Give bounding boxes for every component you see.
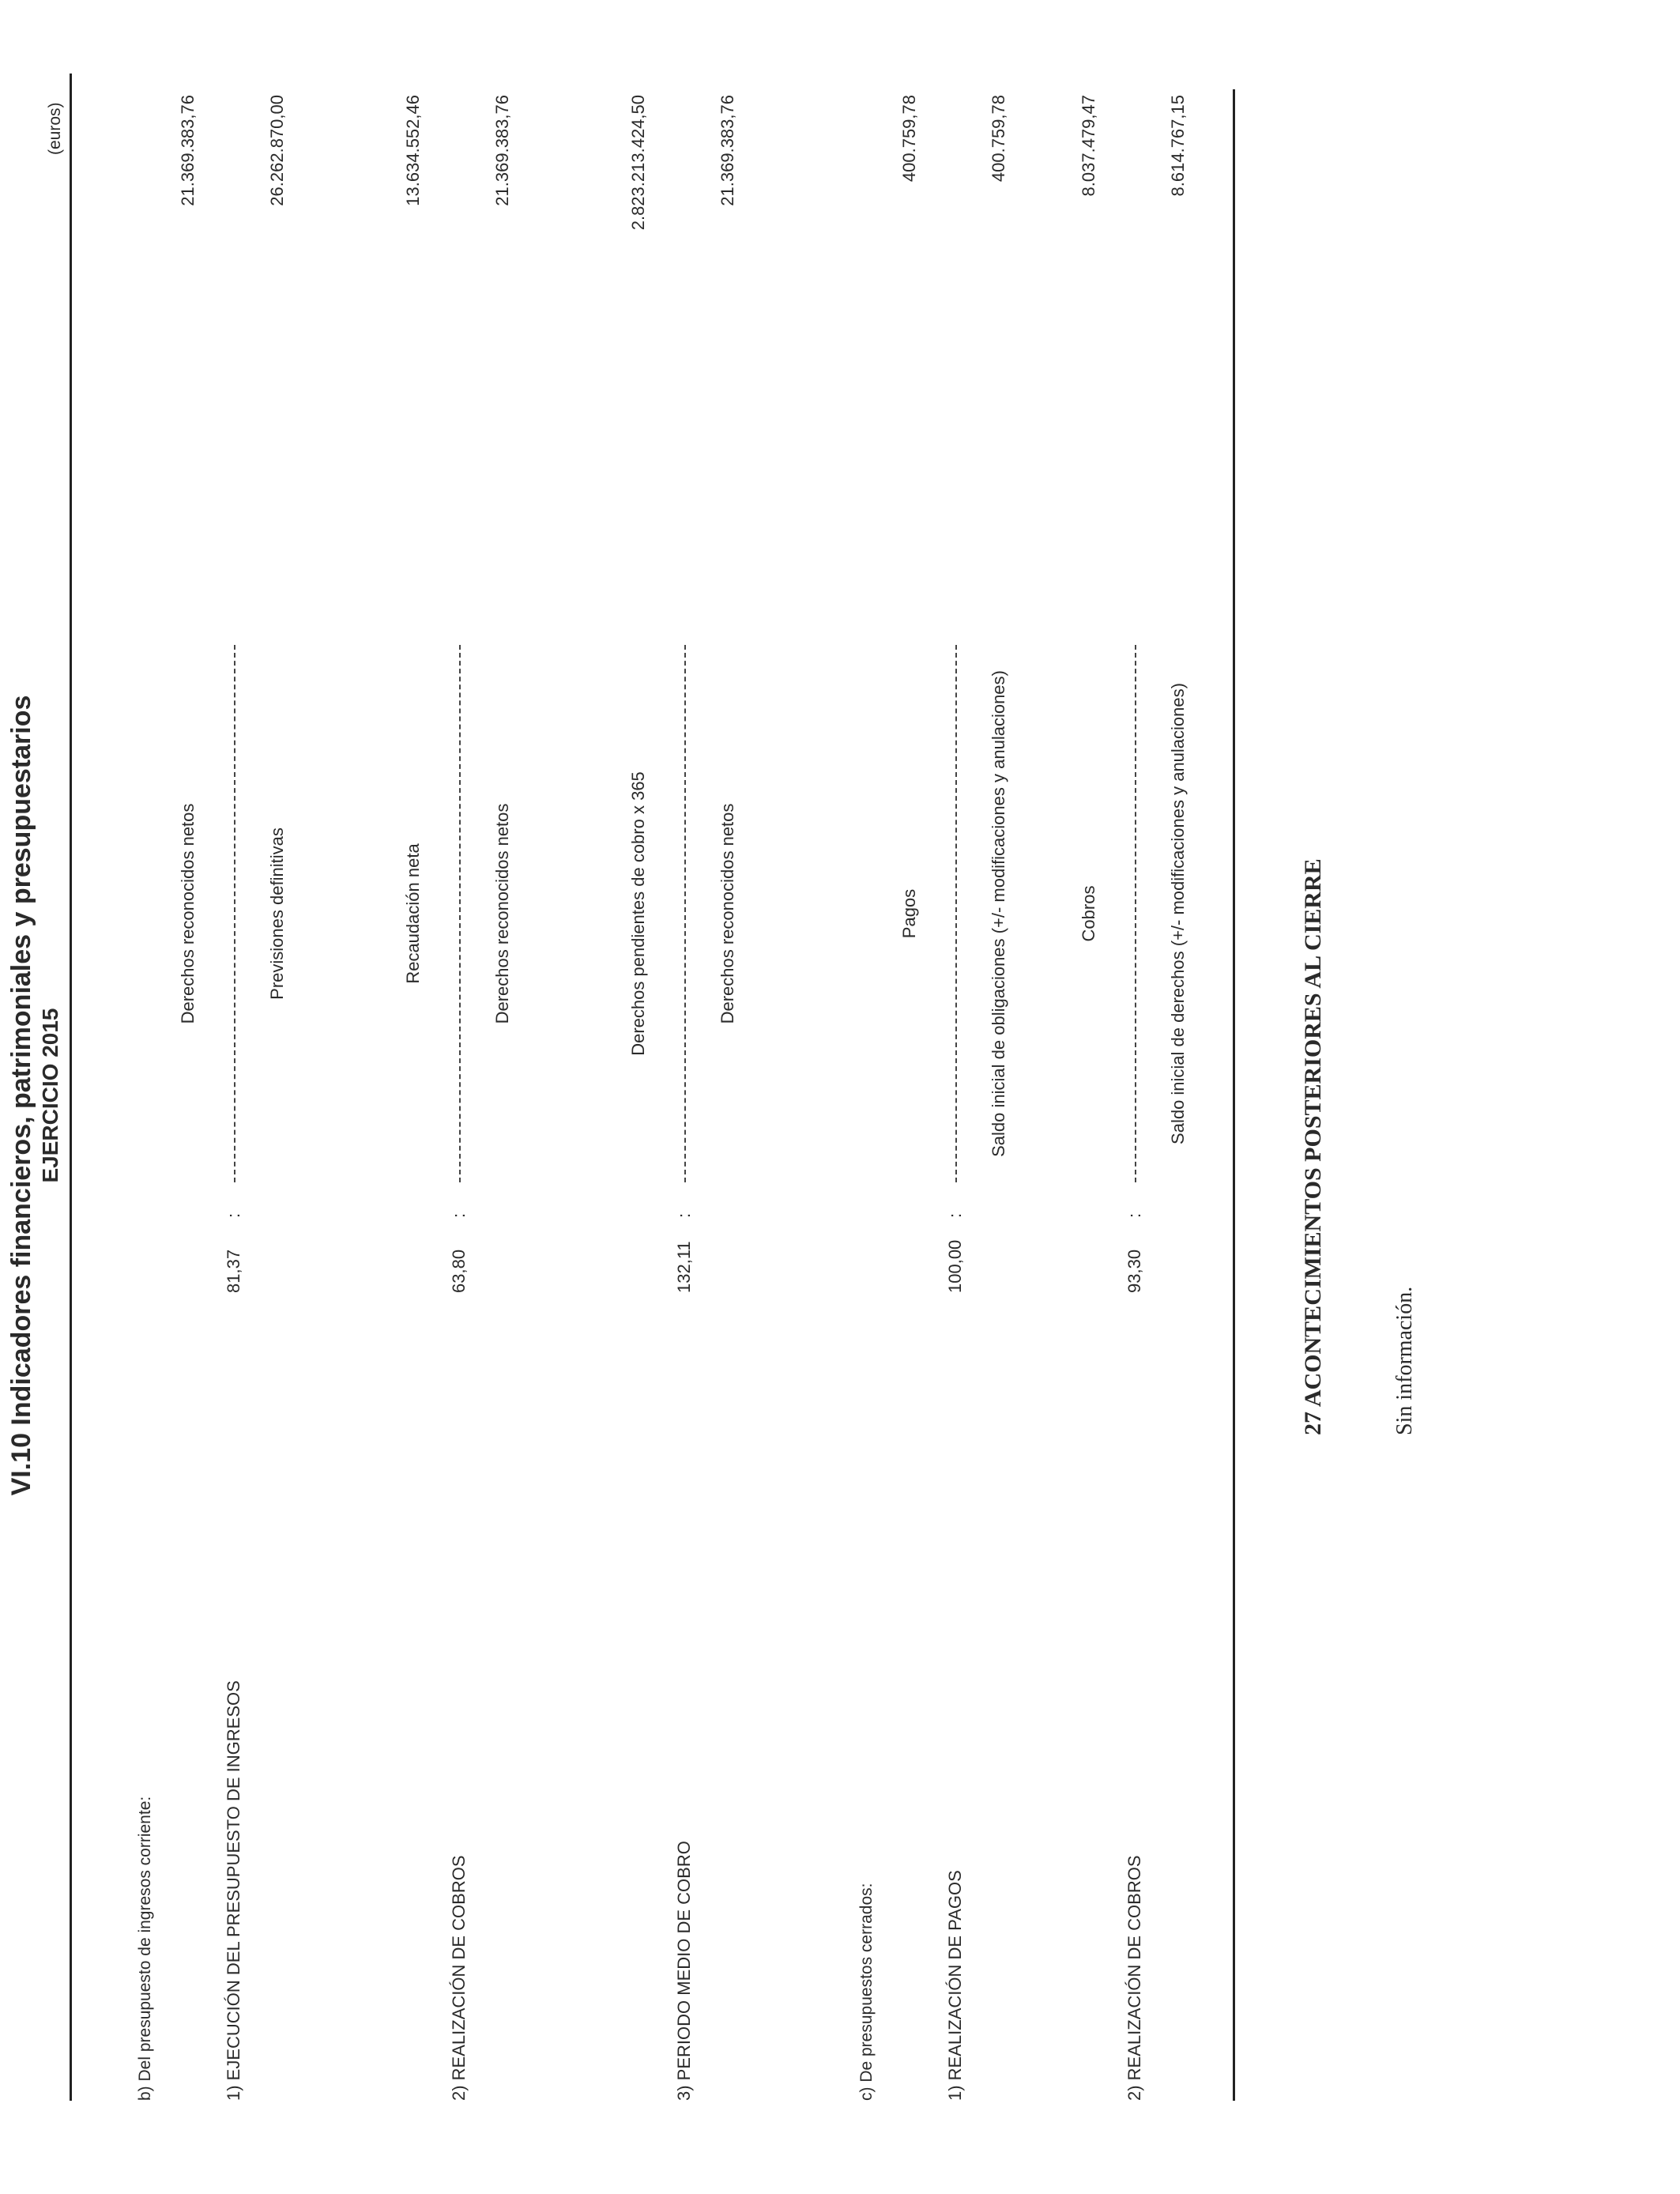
indicator-value: 100,00 xyxy=(945,1239,965,1293)
denominator-label: Derechos reconocidos netos xyxy=(718,803,737,1024)
fraction-line xyxy=(955,645,957,1182)
section-b-heading: b) Del presupuesto de ingresos corriente: xyxy=(136,1796,154,2101)
indicator-value: 63,80 xyxy=(449,1249,469,1293)
numerator-label: Derechos pendientes de cobro x 365 xyxy=(628,771,648,1056)
fraction-line xyxy=(234,645,235,1182)
numerator-amount: 13.634.552,46 xyxy=(403,95,423,206)
numerator-amount: 400.759,78 xyxy=(899,95,919,183)
bottom-rule xyxy=(1233,89,1235,2101)
section-27-body: Sin información. xyxy=(1392,1286,1417,1435)
colon: : xyxy=(945,1212,965,1218)
denominator-amount: 26.262.870,00 xyxy=(267,95,287,206)
indicator-value: 132,11 xyxy=(674,1241,694,1293)
numerator-label: Derechos reconocidos netos xyxy=(178,803,198,1024)
top-rule xyxy=(70,74,72,2101)
units-label: (euros) xyxy=(46,102,64,155)
fraction-line xyxy=(684,645,686,1182)
denominator-amount: 400.759,78 xyxy=(989,95,1008,183)
fraction-line xyxy=(459,645,461,1182)
denominator-label: Saldo inicial de obligaciones (+/- modificaciones y anulaciones) xyxy=(989,670,1008,1157)
section-c-heading: c) De presupuestos cerrados: xyxy=(857,1883,876,2101)
numerator-label: Recaudación neta xyxy=(403,843,423,984)
section-27-heading: 27 ACONTECIMIENTOS POSTERIORES AL CIERRE xyxy=(1300,858,1326,1435)
denominator-amount: 21.369.383,76 xyxy=(718,95,737,206)
numerator-amount: 8.037.479,47 xyxy=(1079,95,1098,197)
numerator-label: Pagos xyxy=(899,888,919,939)
colon: : xyxy=(224,1212,243,1218)
numerator-amount: 2.823.213.424,50 xyxy=(628,95,648,231)
indicator-value: 93,30 xyxy=(1124,1249,1144,1293)
indicator-label: 1) EJECUCIÓN DEL PRESUPUESTO DE INGRESOS xyxy=(224,1680,243,2101)
indicator-label: 1) REALIZACIÓN DE PAGOS xyxy=(945,1870,965,2101)
denominator-label: Derechos reconocidos netos xyxy=(492,803,512,1024)
numerator-label: Cobros xyxy=(1079,885,1098,942)
page-subtitle: EJERCICIO 2015 xyxy=(38,1008,62,1183)
denominator-amount: 21.369.383,76 xyxy=(492,95,512,206)
colon: : xyxy=(449,1212,469,1218)
colon: : xyxy=(1124,1212,1144,1218)
page-title: VI.10 Indicadores financieros, patrimoniales y presupuestarios xyxy=(6,695,36,1496)
indicator-label: 2) REALIZACIÓN DE COBROS xyxy=(449,1855,469,2101)
fraction-line xyxy=(1135,645,1136,1182)
denominator-label: Previsiones definitivas xyxy=(267,827,287,1000)
numerator-amount: 21.369.383,76 xyxy=(178,95,198,206)
indicator-label: 3) PERIODO MEDIO DE COBRO xyxy=(674,1841,694,2101)
indicator-label: 2) REALIZACIÓN DE COBROS xyxy=(1124,1855,1144,2101)
indicator-value: 81,37 xyxy=(224,1249,243,1293)
denominator-label: Saldo inicial de derechos (+/- modificaciones y anulaciones) xyxy=(1168,683,1188,1144)
colon: : xyxy=(674,1212,694,1218)
denominator-amount: 8.614.767,15 xyxy=(1168,95,1188,197)
